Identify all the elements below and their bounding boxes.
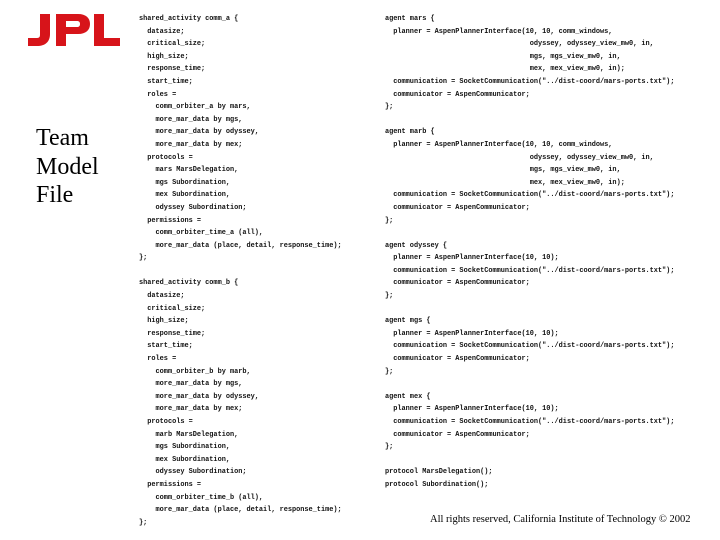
code-line: shared_activity comm_a {: [139, 15, 239, 23]
code-line: critical_size;: [139, 304, 206, 313]
code-line: communication = SocketCommunication("../dist-coord/mars-ports.txt");: [385, 418, 675, 426]
code-line: more_mar_data by odyssey,: [139, 392, 259, 401]
code-line: datasize;: [139, 292, 185, 301]
code-line: high_size;: [139, 52, 189, 61]
code-line: mgs Subordination,: [139, 443, 230, 452]
code-line: planner = AspenPlannerInterface(10, 10);: [385, 329, 559, 338]
code-line: communicator = AspenCommunicator;: [385, 355, 530, 364]
code-line: agent marb {: [385, 128, 435, 137]
code-line: more_mar_data by mgs,: [139, 380, 243, 389]
code-line: planner = AspenPlannerInterface(10, 10, comm_windows,: [385, 27, 613, 36]
code-line: };: [139, 254, 148, 263]
code-line: odyssey, odyssey_view_mw0, in,: [385, 153, 654, 162]
code-line: roles =: [139, 90, 177, 99]
code-line: roles =: [139, 355, 177, 364]
code-line: agent odyssey {: [385, 241, 448, 250]
code-line: communication = SocketCommunication("../dist-coord/mars-ports.txt");: [385, 266, 675, 275]
code-line: planner = AspenPlannerInterface(10, 10, comm_windows,: [385, 140, 613, 149]
code-line: planner = AspenPlannerInterface(10, 10);: [385, 405, 559, 414]
title-line: Model: [36, 153, 99, 180]
code-line: mex Subordination,: [139, 191, 230, 200]
code-line: agent mgs {: [385, 317, 431, 326]
code-line: [139, 265, 342, 278]
code-line: [385, 303, 674, 316]
code-line: more_mar_data (place, detail, response_time);: [139, 241, 342, 250]
code-line: [385, 114, 674, 127]
code-line: odyssey, odyssey_view_mw0, in,: [385, 40, 654, 49]
code-line: mgs, mgs_view_mw0, in,: [385, 166, 621, 175]
title-line: Team: [36, 125, 89, 151]
code-line: communicator = AspenCommunicator;: [385, 90, 530, 99]
code-line: marb MarsDelegation,: [139, 430, 239, 439]
slide-title: [36, 124, 99, 210]
code-line: protocols =: [139, 418, 193, 426]
code-line: agent mex {: [385, 392, 431, 401]
code-line: permissions =: [139, 216, 202, 225]
code-line: };: [385, 103, 394, 112]
code-line: planner = AspenPlannerInterface(10, 10);: [385, 254, 559, 263]
code-line: communicator = AspenCommunicator;: [385, 279, 530, 288]
code-line: [385, 227, 674, 240]
copyright-footer: All rights reserved, California Institute of Technology © 2002: [430, 514, 691, 525]
code-line: };: [385, 367, 394, 376]
code-line: more_mar_data (place, detail, response_time);: [139, 506, 342, 515]
code-line: mex, mex_view_mw0, in);: [385, 65, 625, 74]
code-line: [385, 378, 674, 391]
code-line: datasize;: [139, 27, 185, 36]
code-line: comm_orbiter_time_a (all),: [139, 229, 264, 238]
shared-activities-code: [139, 13, 342, 529]
code-line: };: [385, 443, 394, 452]
code-line: more_mar_data by mex;: [139, 140, 243, 149]
title-line: File: [36, 182, 74, 208]
code-line: communication = SocketCommunication("../dist-coord/mars-ports.txt");: [385, 342, 675, 351]
code-line: odyssey Subordination;: [139, 468, 247, 477]
agents-code: [385, 13, 674, 492]
code-line: odyssey Subordination;: [139, 203, 247, 212]
code-line: comm_orbiter_b by marb,: [139, 367, 251, 376]
code-line: protocol Subordination();: [385, 480, 489, 489]
code-line: mars MarsDelegation,: [139, 166, 239, 175]
code-line: communication = SocketCommunication("../dist-coord/mars-ports.txt");: [385, 77, 675, 86]
code-line: comm_orbiter_a by mars,: [139, 103, 251, 112]
code-line: communicator = AspenCommunicator;: [385, 203, 530, 212]
code-line: protocols =: [139, 153, 193, 162]
code-line: shared_activity comm_b {: [139, 279, 239, 288]
code-line: start_time;: [139, 342, 193, 351]
code-line: protocol MarsDelegation();: [385, 468, 493, 477]
code-line: communicator = AspenCommunicator;: [385, 430, 530, 439]
code-line: high_size;: [139, 317, 189, 326]
code-line: more_mar_data by odyssey,: [139, 128, 259, 137]
jpl-logo: [26, 14, 120, 46]
code-line: agent mars {: [385, 15, 435, 23]
code-line: };: [385, 216, 394, 225]
code-line: mex Subordination,: [139, 455, 230, 464]
code-line: };: [385, 292, 394, 301]
code-line: response_time;: [139, 65, 206, 74]
code-line: response_time;: [139, 329, 206, 338]
code-line: critical_size;: [139, 40, 206, 49]
code-line: communication = SocketCommunication("../dist-coord/mars-ports.txt");: [385, 191, 675, 200]
code-line: permissions =: [139, 480, 202, 489]
code-line: more_mar_data by mex;: [139, 405, 243, 414]
jpl-logo-mark: [26, 14, 120, 46]
code-line: mgs, mgs_view_mw0, in,: [385, 52, 621, 61]
code-line: more_mar_data by mgs,: [139, 115, 243, 124]
code-line: comm_orbiter_time_b (all),: [139, 493, 264, 502]
code-line: [385, 454, 674, 467]
code-line: start_time;: [139, 77, 193, 86]
code-line: };: [139, 518, 148, 527]
code-line: mex, mex_view_mw0, in);: [385, 178, 625, 187]
code-line: mgs Subordination,: [139, 178, 230, 187]
